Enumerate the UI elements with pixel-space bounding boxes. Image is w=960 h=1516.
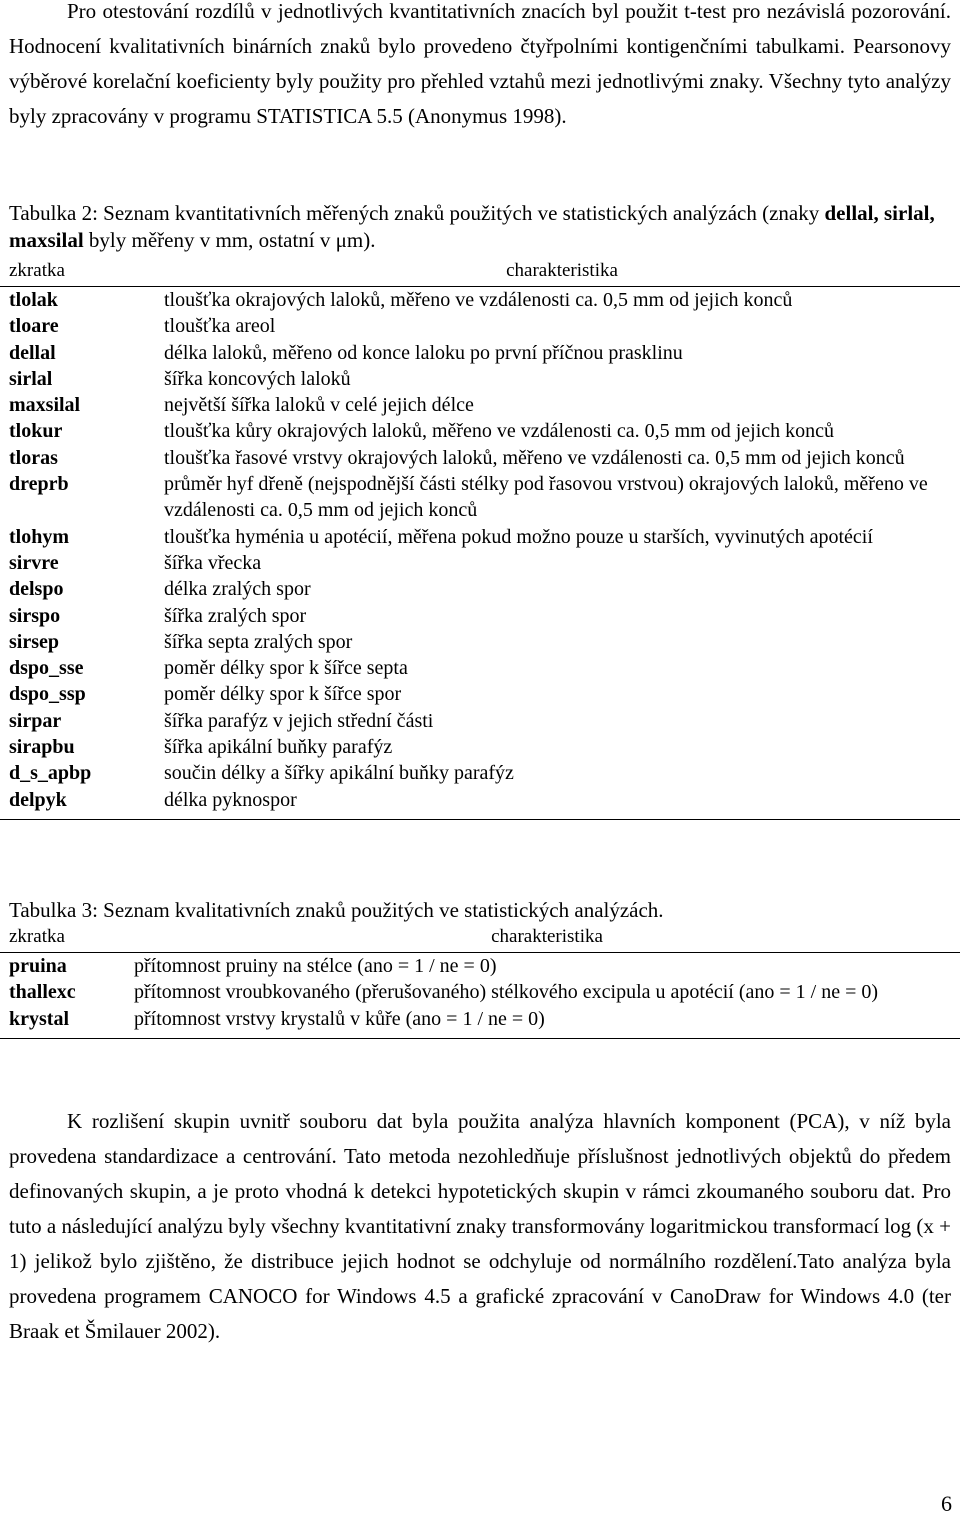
table2-caption-bold: dellal, sirlal, maxsilal [9, 201, 935, 252]
table3-body [0, 953, 960, 1039]
table2-caption-end: byly měřeny v mm, ostatní v μm). [83, 228, 376, 252]
cell-description: tloušťka areol [164, 315, 276, 338]
table3-header-desc: charakteristika [134, 926, 960, 953]
cell-code: thallexc [9, 981, 76, 1004]
cell-description: tloušťka hyménia u apotécií, měřena pokud možno pouze u starších, vyvinutých apotécií [164, 525, 873, 548]
paragraph-methods-top: Pro otestování rozdílů v jednotlivých kvantitativních znacích byl použit t-test pro nezávislá pozorování. Hodnocení kvalitativních binárních znaků bylo provedeno čtyřpolními kontigenčními tabulkami. Pearsonovy výběrové korelační koeficienty byly použity pro přehled vztahů mezi jednotlivými znaky. Všechny tyto analýzy byly zpracovány v programu STATISTICA 5.5 (Anonymus 1998). [9, 0, 951, 128]
table2 [0, 260, 960, 820]
cell-description: šířka septa zralých spor [164, 630, 353, 653]
cell-code: pruina [9, 955, 67, 977]
cell-code: dspo_sse [9, 657, 84, 680]
cell-description: největší šířka laloků v celé jejich délce [164, 394, 474, 417]
cell-code: maxsilal [9, 394, 81, 417]
cell-description: přítomnost vroubkovaného (přerušovaného) stélkového excipula u apotécií (ano = 1 / ne = 0) [134, 981, 879, 1004]
cell-code: dspo_ssp [9, 683, 86, 706]
table2-caption-start: Tabulka 2: Seznam kvantitativních měřených znaků použitých ve statistických analýzách (znaky [9, 201, 825, 225]
table-row [0, 313, 960, 339]
table-row [0, 471, 960, 524]
cell-code: d_s_apbp [9, 762, 92, 785]
cell-description: délka zralých spor [164, 578, 311, 601]
cell-code: sirlal [9, 367, 53, 390]
cell-code: krystal [0, 1006, 134, 1039]
cell-description: délka pyknospor [164, 787, 960, 820]
table2-header-code: zkratka [0, 260, 164, 287]
cell-code: sirapbu [9, 736, 75, 759]
table2-header-desc: charakteristika [164, 260, 960, 287]
cell-code: dreprb [9, 473, 69, 496]
table-row [0, 603, 960, 629]
cell-description: tloušťka kůry okrajových laloků, měřeno ve vzdálenosti ca. 0,5 mm od jejich konců [164, 420, 835, 443]
table3 [0, 926, 960, 1039]
cell-description: přítomnost vrstvy krystalů v kůře (ano = 1 / ne = 0) [134, 1006, 960, 1039]
table-row [0, 734, 960, 760]
cell-description: šířka koncových laloků [164, 367, 351, 390]
page-number: 6 [941, 1491, 952, 1516]
cell-code: sirspo [9, 604, 61, 627]
cell-description: šířka zralých spor [164, 604, 307, 627]
table-row [0, 681, 960, 707]
table-row [0, 392, 960, 418]
cell-code: dellal [9, 341, 56, 364]
table3-header-row [0, 926, 960, 953]
cell-description: tloušťka řasové vrstvy okrajových laloků, měřeno ve vzdálenosti ca. 0,5 mm od jejich konců [164, 446, 905, 469]
table-row [0, 550, 960, 576]
table-row [0, 787, 960, 820]
table-row [0, 524, 960, 550]
cell-description: šířka parafýz v jejich střední části [164, 709, 434, 732]
table2-caption [9, 200, 951, 254]
cell-code: delspo [9, 578, 64, 601]
table-row [0, 760, 960, 786]
table-row [0, 629, 960, 655]
cell-description: průměr hyf dřeně (nejspodnější části stélky pod řasovou vrstvou) okrajových laloků, měřeno ve vzdálenosti ca. 0,5 mm od jejich konců [164, 473, 928, 522]
table-row [0, 979, 960, 1005]
cell-description: přítomnost pruiny na stélce (ano = 1 / ne = 0) [134, 955, 497, 977]
cell-code: tlohym [9, 525, 69, 548]
table2-header-row [0, 260, 960, 287]
table-row [0, 366, 960, 392]
cell-description: délka laloků, měřeno od konce laloku po první příčnou prasklinu [164, 341, 683, 364]
cell-description: tloušťka okrajových laloků, měřeno ve vzdálenosti ca. 0,5 mm od jejich konců [164, 289, 793, 311]
table-row [0, 655, 960, 681]
cell-code: sirsep [9, 630, 59, 653]
table-row [0, 287, 960, 314]
cell-code: tlolak [9, 289, 58, 311]
cell-code: sirpar [9, 709, 62, 732]
cell-code: tlokur [9, 420, 63, 443]
cell-description: poměr délky spor k šířce spor [164, 683, 402, 706]
cell-description: šířka vřecka [164, 551, 262, 574]
table-row [0, 576, 960, 602]
table-row [0, 418, 960, 444]
table3-caption: Tabulka 3: Seznam kvalitativních znaků použitých ve statistických analýzách. [9, 898, 664, 922]
paragraph-methods-bottom: K rozlišení skupin uvnitř souboru dat byla použita analýza hlavních komponent (PCA), v níž byla provedena standardizace a centrování. Tato metoda nezohledňuje příslušnost jednotlivých objektů do předem definovaných skupin, a je proto vhodná k detekci hypotetických skupin v rámci zkoumaného souboru dat. Pro tuto a následující analýzu byly všechny kvantitativní znaky transformovány logaritmickou transformací log (x + 1) jelikož bylo zjištěno, že distribuce jejich hodnot se odchyluje od normálního rozdělení.Tato analýza byla provedena programem CANOCO for Windows 4.5 a grafické zpracování v CanoDraw for Windows 4.0 (ter Braak et Šmilauer 2002). [9, 1109, 952, 1343]
table-row [0, 1006, 960, 1039]
table-row [0, 708, 960, 734]
cell-description: součin délky a šířky apikální buňky parafýz [164, 762, 514, 785]
table-row [0, 445, 960, 471]
table-row [0, 340, 960, 366]
table3-header-code: zkratka [0, 926, 134, 953]
table-row [0, 953, 960, 980]
table2-body [0, 287, 960, 820]
cell-code: tloras [9, 446, 58, 469]
cell-code: sirvre [9, 551, 59, 574]
cell-code: tloare [9, 315, 59, 338]
cell-description: poměr délky spor k šířce septa [164, 657, 408, 680]
cell-description: šířka apikální buňky parafýz [164, 736, 393, 759]
cell-code: delpyk [0, 787, 164, 820]
